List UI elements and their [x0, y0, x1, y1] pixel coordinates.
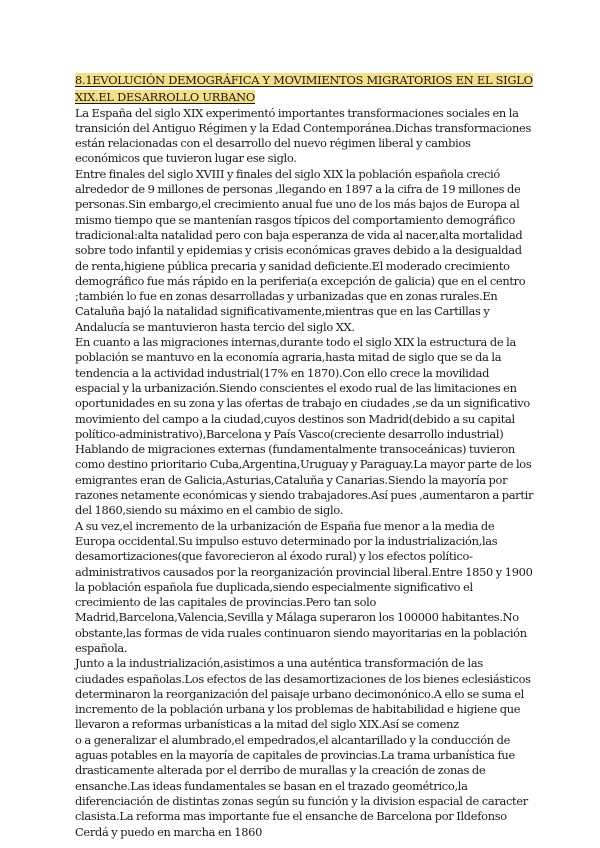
paragraph-urban-reforms: o a generalizar el alumbrado,el empedrados,el alcantarillado y la conducción de aguas potables en la mayoría de capitales de provincias.La trama urbanística fue drasticamente alterada por el derribo de murallas y la creación de zonas de ensanche.Las ideas fundamentales se basan en el trazado geométrico,la diferenciación de distintas zonas según su función y la division espacial de caracter clasista.La reforma mas importante fue el ensanche de Barcelona por Ildefonso Cerdá y puedo en marcha en 1860 — [75, 732, 528, 839]
paragraph-external-migration: Hablando de migraciones externas (fundamentalmente transoceánicas) tuvieron como destino prioritario Cuba,Argentina,Uruguay y Paraguay.La mayor parte de los emigrantes eran de Galicia,Asturias,Cataluña y Canarias.Siendo la mayoría por razones netamente económicas y siendo trabajadores.Así pues ,aumentaron a partir del 1860,siendo su máximo en el cambio de siglo. — [75, 442, 534, 518]
paragraph-urbanization: A su vez,el incremento de la urbanización de España fue menor a la media de Europa occidental.Su impulso estuvo determinado por la industrialización,las desamortizaciones(que favorecieron al éxodo rural) y los efectos político-administrativos causados por la reorganización provincial liberal.Entre 1850 y 1900 la población española fue duplicada,siendo especialmente significativo el crecimiento de las capitales de provincias.Pero tan solo Madrid,Barcelona,Valencia,Sevilla y Málaga superaron los 100000 habitantes.No obstante,las formas de vida ruales continuaron siendo mayoritarias en la población española. — [75, 518, 533, 655]
title-block — [75, 71, 534, 106]
paragraph-intro: La España del siglo XIX experimentó importantes transformaciones sociales en la transición del Antiguo Régimen y la Edad Contemporánea.Dichas transformaciones están relacionadas con el desarrollo del nuevo régimen liberal y cambios económicos que tuvieron lugar ese siglo. — [75, 105, 531, 166]
paragraph-internal-migration: En cuanto a las migraciones internas,durante todo el siglo XIX la estructura de la población se mantuvo en la economía agraria,hasta mitad de siglo que se da la tendencia a la actividad industrial(17% en 1870).Con ello crece la movilidad espacial y la urbanización.Siendo conscientes el exodo rual de las limitaciones en oportunidades en su zona y las ofertas de trabajo en ciudades ,se da un significativo movimiento del campo a la ciudad,cuyos destinos son Madrid(debido a su capital político-administrativo),Barcelona y País Vasco(creciente desarrollo industrial) — [75, 335, 530, 441]
paragraph-urban-transformation: Junto a la industrialización,asistimos a una auténtica transformación de las ciudades españolas.Los efectos de las desamortizaciones de los bienes eclesiásticos determinaron la reorganización del paisaje urbano decimonónico.A ello se suma el incremento de la población urbana y los problemas de habitabilidad e higiene que llevaron a reformas urbanísticas a la mitad del siglo XIX.Así se comenz — [75, 656, 531, 732]
paragraph-demographic-growth: Entre finales del siglo XVIII y finales del siglo XIX la población española creció alrededor de 9 millones de personas ,llegando en 1897 a la cifra de 19 millones de personas.Sin embargo,el crecimiento anual fue uno de los más bajos de Europa al mismo tiempo que se mantenían rasgos típicos del comportamiento demográfico tradicional:alta natalidad pero con baja esperanza de vida al nacer,alta mortalidad sobre todo infantil y epidemias y crisis económicas graves debido a la desigualdad de renta,higiene pública precaria y sanidad deficiente.El moderado crecimiento demográfico fue más rápido en la periferia(a excepción de galicia) que en el centro ;también lo fue en zonas desarrolladas y urbanizadas que en zonas rurales.En Cataluña bajó la natalidad significativamente,mientras que en las Cartillas y Andalucía se mantuvieron hasta tercio del siglo XX. — [75, 166, 526, 334]
document-title: 8.1EVOLUCIÓN DEMOGRÁFICA Y MOVIMIENTOS MIGRATORIOS EN EL SIGLO XIX.EL DESARROLLO URBANO — [75, 73, 533, 105]
